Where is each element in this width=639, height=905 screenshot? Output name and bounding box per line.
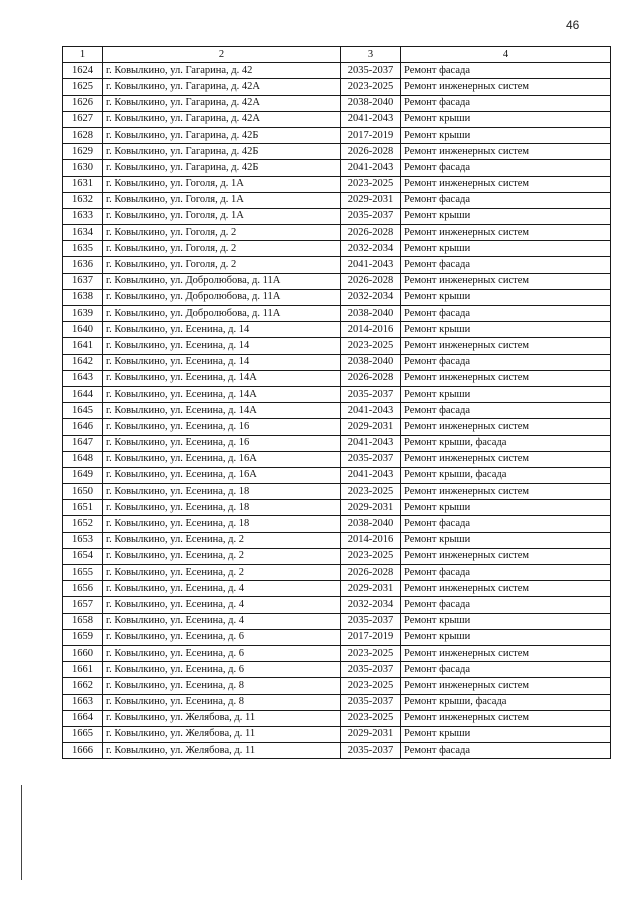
table-row (63, 516, 611, 532)
row-number-cell: 1627 (63, 111, 103, 127)
row-number-cell: 1654 (63, 548, 103, 564)
period-cell: 2026-2028 (341, 144, 401, 160)
row-number-cell: 1640 (63, 322, 103, 338)
address-cell: г. Ковылкино, ул. Желябова, д. 11 (103, 710, 341, 726)
column-header-address: 2 (103, 47, 341, 63)
table-row (63, 597, 611, 613)
address-cell: г. Ковылкино, ул. Есенина, д. 18 (103, 516, 341, 532)
address-cell: г. Ковылкино, ул. Есенина, д. 8 (103, 694, 341, 710)
period-cell: 2026-2028 (341, 565, 401, 581)
work-type-cell: Ремонт фасада (401, 597, 611, 613)
period-cell: 2023-2025 (341, 484, 401, 500)
row-number-cell: 1635 (63, 241, 103, 257)
period-cell: 2038-2040 (341, 306, 401, 322)
period-cell: 2041-2043 (341, 257, 401, 273)
address-cell: г. Ковылкино, ул. Гагарина, д. 42 (103, 63, 341, 79)
period-cell: 2023-2025 (341, 710, 401, 726)
address-cell: г. Ковылкино, ул. Гоголя, д. 1А (103, 192, 341, 208)
period-cell: 2035-2037 (341, 662, 401, 678)
address-cell: г. Ковылкино, ул. Гагарина, д. 42Б (103, 127, 341, 143)
row-number-cell: 1626 (63, 95, 103, 111)
header-row (63, 47, 611, 63)
table-row (63, 467, 611, 483)
work-type-cell: Ремонт крыши (401, 111, 611, 127)
table-row (63, 678, 611, 694)
table-row (63, 629, 611, 645)
period-cell: 2029-2031 (341, 581, 401, 597)
row-number-cell: 1629 (63, 144, 103, 160)
row-number-cell: 1642 (63, 354, 103, 370)
table-row (63, 354, 611, 370)
address-cell: г. Ковылкино, ул. Есенина, д. 4 (103, 581, 341, 597)
work-type-cell: Ремонт фасада (401, 160, 611, 176)
work-type-cell: Ремонт крыши, фасада (401, 467, 611, 483)
address-cell: г. Ковылкино, ул. Есенина, д. 16 (103, 435, 341, 451)
address-cell: г. Ковылкино, ул. Гоголя, д. 2 (103, 241, 341, 257)
work-type-cell: Ремонт инженерных систем (401, 645, 611, 661)
work-type-cell: Ремонт инженерных систем (401, 710, 611, 726)
address-cell: г. Ковылкино, ул. Добролюбова, д. 11А (103, 289, 341, 305)
table-row (63, 192, 611, 208)
work-type-cell: Ремонт крыши (401, 500, 611, 516)
period-cell: 2023-2025 (341, 176, 401, 192)
work-type-cell: Ремонт фасада (401, 565, 611, 581)
table-row (63, 322, 611, 338)
period-cell: 2038-2040 (341, 95, 401, 111)
address-cell: г. Ковылкино, ул. Есенина, д. 14А (103, 403, 341, 419)
work-type-cell: Ремонт фасада (401, 95, 611, 111)
row-number-cell: 1641 (63, 338, 103, 354)
period-cell: 2023-2025 (341, 678, 401, 694)
period-cell: 2026-2028 (341, 225, 401, 241)
address-cell: г. Ковылкино, ул. Добролюбова, д. 11А (103, 306, 341, 322)
table-row (63, 662, 611, 678)
address-cell: г. Ковылкино, ул. Есенина, д. 16А (103, 467, 341, 483)
row-number-cell: 1631 (63, 176, 103, 192)
table-row (63, 451, 611, 467)
table-row (63, 743, 611, 759)
address-cell: г. Ковылкино, ул. Есенина, д. 14А (103, 370, 341, 386)
address-cell: г. Ковылкино, ул. Есенина, д. 18 (103, 484, 341, 500)
address-cell: г. Ковылкино, ул. Есенина, д. 14 (103, 338, 341, 354)
row-number-cell: 1659 (63, 629, 103, 645)
period-cell: 2023-2025 (341, 338, 401, 354)
table-row (63, 160, 611, 176)
address-cell: г. Ковылкино, ул. Есенина, д. 6 (103, 629, 341, 645)
row-number-cell: 1638 (63, 289, 103, 305)
table-row (63, 273, 611, 289)
period-cell: 2032-2034 (341, 289, 401, 305)
table-row (63, 63, 611, 79)
table-row (63, 403, 611, 419)
period-cell: 2026-2028 (341, 273, 401, 289)
address-cell: г. Ковылкино, ул. Есенина, д. 14 (103, 354, 341, 370)
table-row (63, 419, 611, 435)
work-type-cell: Ремонт инженерных систем (401, 273, 611, 289)
row-number-cell: 1655 (63, 565, 103, 581)
work-type-cell: Ремонт фасада (401, 743, 611, 759)
row-number-cell: 1636 (63, 257, 103, 273)
row-number-cell: 1645 (63, 403, 103, 419)
column-header-period: 3 (341, 47, 401, 63)
period-cell: 2032-2034 (341, 241, 401, 257)
table-row (63, 241, 611, 257)
address-cell: г. Ковылкино, ул. Есенина, д. 4 (103, 597, 341, 613)
row-number-cell: 1637 (63, 273, 103, 289)
period-cell: 2023-2025 (341, 79, 401, 95)
row-number-cell: 1663 (63, 694, 103, 710)
period-cell: 2029-2031 (341, 419, 401, 435)
work-type-cell: Ремонт фасада (401, 516, 611, 532)
work-type-cell: Ремонт инженерных систем (401, 548, 611, 564)
period-cell: 2023-2025 (341, 645, 401, 661)
row-number-cell: 1632 (63, 192, 103, 208)
period-cell: 2029-2031 (341, 500, 401, 516)
table-row (63, 338, 611, 354)
period-cell: 2038-2040 (341, 354, 401, 370)
row-number-cell: 1630 (63, 160, 103, 176)
address-cell: г. Ковылкино, ул. Есенина, д. 8 (103, 678, 341, 694)
period-cell: 2038-2040 (341, 516, 401, 532)
address-cell: г. Ковылкино, ул. Есенина, д. 16А (103, 451, 341, 467)
period-cell: 2014-2016 (341, 532, 401, 548)
address-cell: г. Ковылкино, ул. Есенина, д. 2 (103, 548, 341, 564)
work-type-cell: Ремонт фасада (401, 192, 611, 208)
period-cell: 2029-2031 (341, 726, 401, 742)
address-cell: г. Ковылкино, ул. Добролюбова, д. 11А (103, 273, 341, 289)
table-body (63, 63, 611, 759)
table-row (63, 257, 611, 273)
work-type-cell: Ремонт крыши (401, 629, 611, 645)
period-cell: 2017-2019 (341, 629, 401, 645)
table-row (63, 225, 611, 241)
address-cell: г. Ковылкино, ул. Гагарина, д. 42А (103, 79, 341, 95)
period-cell: 2017-2019 (341, 127, 401, 143)
work-type-cell: Ремонт крыши (401, 289, 611, 305)
table-row (63, 95, 611, 111)
row-number-cell: 1644 (63, 386, 103, 402)
table-row (63, 370, 611, 386)
address-cell: г. Ковылкино, ул. Гагарина, д. 42А (103, 111, 341, 127)
address-cell: г. Ковылкино, ул. Гагарина, д. 42Б (103, 160, 341, 176)
table-row (63, 208, 611, 224)
period-cell: 2026-2028 (341, 370, 401, 386)
work-type-cell: Ремонт крыши (401, 613, 611, 629)
work-type-cell: Ремонт крыши (401, 208, 611, 224)
row-number-cell: 1650 (63, 484, 103, 500)
work-type-cell: Ремонт инженерных систем (401, 484, 611, 500)
work-type-cell: Ремонт инженерных систем (401, 144, 611, 160)
table-row (63, 144, 611, 160)
column-header-number: 1 (63, 47, 103, 63)
work-type-cell: Ремонт крыши (401, 532, 611, 548)
table-row (63, 710, 611, 726)
address-cell: г. Ковылкино, ул. Желябова, д. 11 (103, 743, 341, 759)
period-cell: 2041-2043 (341, 160, 401, 176)
table-row (63, 111, 611, 127)
table-row (63, 532, 611, 548)
address-cell: г. Ковылкино, ул. Гоголя, д. 2 (103, 225, 341, 241)
row-number-cell: 1646 (63, 419, 103, 435)
work-type-cell: Ремонт крыши, фасада (401, 435, 611, 451)
period-cell: 2035-2037 (341, 208, 401, 224)
row-number-cell: 1625 (63, 79, 103, 95)
work-type-cell: Ремонт инженерных систем (401, 79, 611, 95)
work-type-cell: Ремонт фасада (401, 257, 611, 273)
table-row (63, 500, 611, 516)
row-number-cell: 1651 (63, 500, 103, 516)
period-cell: 2041-2043 (341, 467, 401, 483)
row-number-cell: 1647 (63, 435, 103, 451)
address-cell: г. Ковылкино, ул. Есенина, д. 18 (103, 500, 341, 516)
address-cell: г. Ковылкино, ул. Есенина, д. 14 (103, 322, 341, 338)
margin-rule (21, 785, 22, 880)
page-number: 46 (566, 18, 580, 32)
row-number-cell: 1628 (63, 127, 103, 143)
row-number-cell: 1665 (63, 726, 103, 742)
table-row (63, 127, 611, 143)
work-type-cell: Ремонт крыши (401, 726, 611, 742)
table-row (63, 306, 611, 322)
table-row (63, 726, 611, 742)
work-type-cell: Ремонт крыши (401, 386, 611, 402)
table-row (63, 386, 611, 402)
work-type-cell: Ремонт крыши (401, 127, 611, 143)
table-header (63, 47, 611, 63)
period-cell: 2035-2037 (341, 451, 401, 467)
period-cell: 2023-2025 (341, 548, 401, 564)
row-number-cell: 1660 (63, 645, 103, 661)
work-type-cell: Ремонт фасада (401, 403, 611, 419)
period-cell: 2041-2043 (341, 403, 401, 419)
work-type-cell: Ремонт инженерных систем (401, 581, 611, 597)
address-cell: г. Ковылкино, ул. Есенина, д. 6 (103, 662, 341, 678)
row-number-cell: 1666 (63, 743, 103, 759)
table-row (63, 645, 611, 661)
work-type-cell: Ремонт крыши (401, 241, 611, 257)
period-cell: 2041-2043 (341, 111, 401, 127)
row-number-cell: 1624 (63, 63, 103, 79)
period-cell: 2014-2016 (341, 322, 401, 338)
address-cell: г. Ковылкино, ул. Есенина, д. 2 (103, 565, 341, 581)
work-type-cell: Ремонт фасада (401, 662, 611, 678)
row-number-cell: 1657 (63, 597, 103, 613)
table-row (63, 435, 611, 451)
work-type-cell: Ремонт инженерных систем (401, 176, 611, 192)
table-row (63, 79, 611, 95)
period-cell: 2041-2043 (341, 435, 401, 451)
address-cell: г. Ковылкино, ул. Гагарина, д. 42Б (103, 144, 341, 160)
table-row (63, 694, 611, 710)
table-row (63, 289, 611, 305)
repair-schedule-table (62, 46, 611, 759)
work-type-cell: Ремонт крыши (401, 322, 611, 338)
work-type-cell: Ремонт инженерных систем (401, 225, 611, 241)
work-type-cell: Ремонт инженерных систем (401, 419, 611, 435)
work-type-cell: Ремонт фасада (401, 354, 611, 370)
address-cell: г. Ковылкино, ул. Гоголя, д. 2 (103, 257, 341, 273)
work-type-cell: Ремонт инженерных систем (401, 451, 611, 467)
table-row (63, 565, 611, 581)
work-type-cell: Ремонт инженерных систем (401, 338, 611, 354)
row-number-cell: 1649 (63, 467, 103, 483)
address-cell: г. Ковылкино, ул. Есенина, д. 16 (103, 419, 341, 435)
table-row (63, 613, 611, 629)
row-number-cell: 1658 (63, 613, 103, 629)
row-number-cell: 1656 (63, 581, 103, 597)
address-cell: г. Ковылкино, ул. Есенина, д. 4 (103, 613, 341, 629)
table-row (63, 581, 611, 597)
period-cell: 2032-2034 (341, 597, 401, 613)
row-number-cell: 1653 (63, 532, 103, 548)
period-cell: 2035-2037 (341, 63, 401, 79)
table-row (63, 176, 611, 192)
work-type-cell: Ремонт крыши, фасада (401, 694, 611, 710)
row-number-cell: 1639 (63, 306, 103, 322)
row-number-cell: 1662 (63, 678, 103, 694)
period-cell: 2035-2037 (341, 743, 401, 759)
table-row (63, 548, 611, 564)
address-cell: г. Ковылкино, ул. Есенина, д. 6 (103, 645, 341, 661)
address-cell: г. Ковылкино, ул. Есенина, д. 2 (103, 532, 341, 548)
table-row (63, 484, 611, 500)
column-header-work-type: 4 (401, 47, 611, 63)
row-number-cell: 1661 (63, 662, 103, 678)
address-cell: г. Ковылкино, ул. Желябова, д. 11 (103, 726, 341, 742)
period-cell: 2035-2037 (341, 694, 401, 710)
work-type-cell: Ремонт фасада (401, 306, 611, 322)
address-cell: г. Ковылкино, ул. Есенина, д. 14А (103, 386, 341, 402)
period-cell: 2035-2037 (341, 613, 401, 629)
row-number-cell: 1633 (63, 208, 103, 224)
row-number-cell: 1648 (63, 451, 103, 467)
work-type-cell: Ремонт фасада (401, 63, 611, 79)
row-number-cell: 1664 (63, 710, 103, 726)
row-number-cell: 1652 (63, 516, 103, 532)
row-number-cell: 1643 (63, 370, 103, 386)
period-cell: 2035-2037 (341, 386, 401, 402)
row-number-cell: 1634 (63, 225, 103, 241)
work-type-cell: Ремонт инженерных систем (401, 678, 611, 694)
address-cell: г. Ковылкино, ул. Гагарина, д. 42А (103, 95, 341, 111)
period-cell: 2029-2031 (341, 192, 401, 208)
address-cell: г. Ковылкино, ул. Гоголя, д. 1А (103, 208, 341, 224)
address-cell: г. Ковылкино, ул. Гоголя, д. 1А (103, 176, 341, 192)
work-type-cell: Ремонт инженерных систем (401, 370, 611, 386)
